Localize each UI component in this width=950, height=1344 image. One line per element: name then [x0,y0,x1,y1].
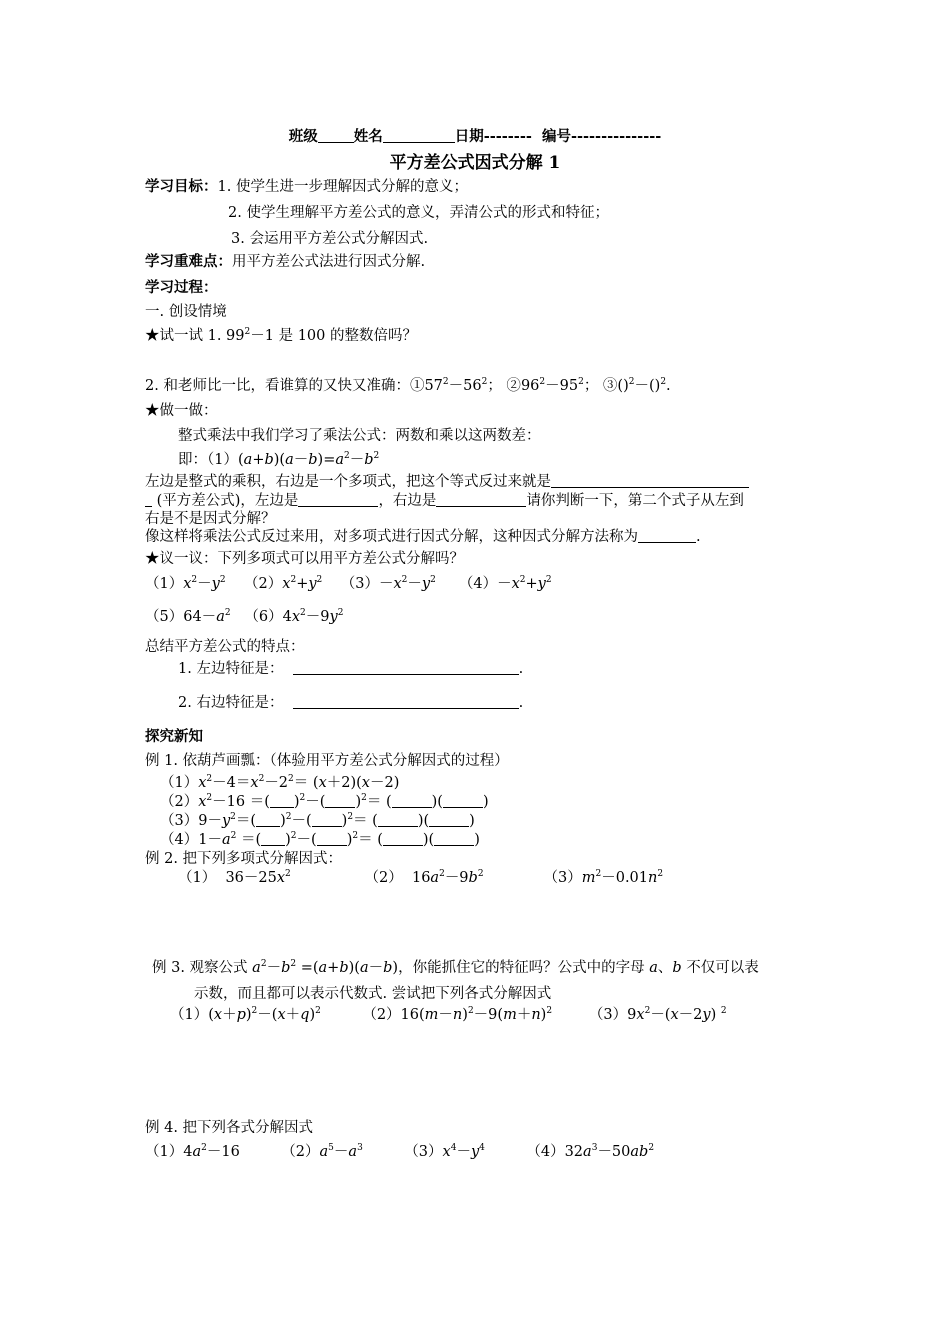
try-it-2: 2. 和老师比一比，看谁算的又快又准确：$①57^2-56^2$； $②96^2-95^2$； ③()$^2$－()$^2$. [145,377,671,394]
goal-3: 3. 会运用平方差公式分解因式. [231,231,429,247]
blank[interactable] [270,793,294,808]
right-feature: 2. 右边特征是： . [178,695,524,711]
section1-title: 一. 创设情境 [145,304,227,320]
left-feature: 1. 左边特征是： . [178,661,524,677]
class-label: 班级 [288,128,318,145]
example-3-line-2: 示数，而且都可以表示代数式. 尝试把下列各式分解因式 [194,986,552,1002]
right-blank[interactable] [436,492,526,507]
do-it: ★做一做： [145,403,218,419]
left-feature-blank[interactable] [293,660,519,675]
formula-blank[interactable] [551,473,749,488]
example-4-items: $(1)4a^2-16$ $(2)a^5-a^3$ $(3)x^4-y^4$ $(4)32a^3-50ab^2$ [145,1143,655,1160]
method-para: 像这样将乘法公式反过来用，对多项式进行因式分解，这种因式分解方法称为 . [145,529,701,545]
explore-title: 探究新知 [145,728,203,745]
name-label: 姓名 [353,128,383,145]
discuss-items-2: $(5)64-a^2$ $(6)4x^2-9y^2$ [145,608,344,625]
example-3-items: $(1)(x+p)^2-(x+q)^2$ $(2)16(m-n)^2-9(m+n)^2$ $(3)9x^2-(x-2y)$ $^2$ [170,1006,727,1023]
discuss-items-1: $(1)x^2-y^2$ $(2)x^2+y^2$ $(3)-x^2-y^2$ $(4)-x^2+y^2$ [145,575,552,592]
example-2-title: 例 2. 把下列多项式分解因式： [145,851,343,867]
do-it-intro: 整式乘法中我们学习了乘法公式：两数和乘以这两数差： [178,428,541,444]
formula-blank-cont[interactable] [145,492,152,507]
blank[interactable] [434,831,474,846]
blank[interactable] [312,812,342,827]
example-1-title: 例 1. 依葫芦画瓢：（体验用平方差公式分解因式的过程） [145,753,509,769]
example-1-item-1: $(1)x^2-4=x^2-2^2= (x+2)(x-2)$ [160,774,400,791]
blank[interactable] [429,812,469,827]
example-2-items: （1） $36-25x^2$ （2） $16a^2-9b^2$ $(3)m^2-0.01n^2$ [178,869,664,886]
blank[interactable] [256,812,280,827]
summary-title: 总结平方差公式的特点： [145,639,305,655]
example-1-item-3: $(3)9-y^2=$( )$^2$－( )$^2$＝ ( )( ) [160,812,475,829]
date-label: 日期-------- [454,128,532,145]
process-label: 学习过程： [145,279,218,296]
name-blank[interactable] [383,128,455,143]
left-blank[interactable] [298,492,378,507]
key-points: 学习重难点：用平方差公式法进行因式分解. [145,253,426,270]
blank[interactable] [392,793,432,808]
class-blank[interactable] [318,128,354,143]
reverse-para-3: 右是不是因式分解？ [145,511,276,527]
example-1-item-4: $(4)1-a^2$ ＝( )$^2$－( )$^2$＝ ( )( ) [160,831,480,848]
try-it-1: ★试一试 1. $99^2-1$ 是 100 的整数倍吗？ [145,327,417,344]
goal-2: 2. 使学生理解平方差公式的意义，弄清公式的形式和特征； [228,205,609,221]
reverse-para-1: 左边是整式的乘积，右边是一个多项式，把这个等式反过来就是 [145,472,749,492]
number-label: 编号--------------- [541,128,662,145]
blank[interactable] [325,793,355,808]
goal-1: 学习目标：1. 使学生进一步理解因式分解的意义； [145,178,468,195]
example-4-title: 例 4. 把下列各式分解因式 [145,1120,314,1136]
example-1-item-2: $(2)x^2-16$ ＝( )$^2$－( )$^2$＝ ( )( ) [160,793,489,810]
blank[interactable] [383,831,423,846]
blank[interactable] [317,831,347,846]
page-title: 平方差公式因式分解 1 [389,153,561,173]
header-line [0,127,950,147]
formula-line: 即：$(1)(a+b)(a-b)=a^2-b^2$ [178,451,380,468]
right-feature-blank[interactable] [293,694,519,709]
blank[interactable] [261,831,285,846]
blank[interactable] [443,793,483,808]
discuss: ★议一议：下列多项式可以用平方差公式分解吗？ [145,551,464,567]
method-blank[interactable] [638,528,696,543]
blank[interactable] [378,812,418,827]
reverse-para-2: (平方差公式)，左边是 ，右边是 请你判断一下，第二个式子从左到 [145,491,744,511]
example-3-line-1: 例 3. 观察公式 $a^2-b^2 =(a+b)(a-b)$，你能抓住它的特征吗？公式中的字母 a、b 不仅可以表 [152,959,759,976]
